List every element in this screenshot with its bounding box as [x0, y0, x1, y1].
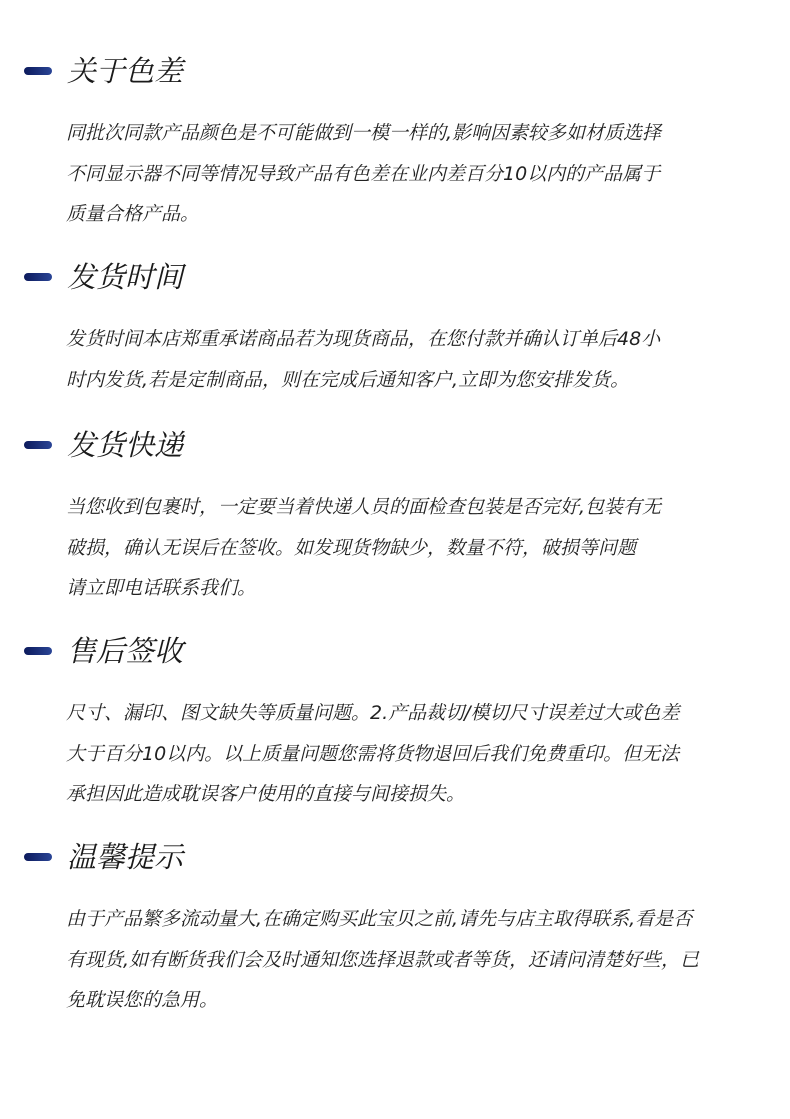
body-line: 破损，确认无误后在签收。如发现货物缺少，数量不符，破损等问题: [66, 536, 637, 559]
body-line: 发货时间本店郑重承诺商品若为现货商品，在您付款并确认订单后48小: [66, 328, 661, 350]
body-line: 尺寸、漏印、图文缺失等质量问题。2.产品裁切/模切尺寸误差过大或色差: [66, 702, 680, 724]
body-line: 质量合格产品。: [66, 203, 200, 225]
section-heading-row: [0, 258, 790, 298]
section-body: [66, 487, 756, 609]
body-line: 当您收到包裹时，一定要当着快递人员的面检查包装是否完好,包装有无: [66, 496, 662, 518]
body-line: 承担因此造成耽误客户使用的直接与间接损失。: [66, 783, 466, 805]
section-heading-row: [0, 426, 790, 466]
body-line: 同批次同款产品颜色是不可能做到一模一样的,影响因素较多如材质选择: [66, 122, 662, 144]
body-line: 免耽误您的急用。: [66, 989, 219, 1011]
accent-bar-icon: [24, 67, 52, 75]
accent-bar-icon: [24, 647, 52, 655]
section-heading-row: [0, 52, 790, 92]
section-body: [66, 899, 756, 1021]
section-body: [66, 113, 756, 235]
body-line: 不同显示器不同等情况导致产品有色差在业内差百分10以内的产品属于: [66, 162, 661, 185]
section-title: 温馨提示: [67, 840, 184, 874]
section-title: 售后签收: [67, 634, 184, 668]
body-line: 由于产品繁多流动量大,在确定购买此宝贝之前,请先与店主取得联系,看是否: [66, 908, 693, 930]
section-body: [66, 319, 756, 400]
body-line: 时内发货,若是定制商品，则在完成后通知客户,立即为您安排发货。: [66, 368, 630, 391]
body-line: 请立即电话联系我们。: [66, 577, 257, 599]
accent-bar-icon: [24, 853, 52, 861]
body-line: 有现货,如有断货我们会及时通知您选择退款或者等货，还请问清楚好些，已: [66, 948, 700, 971]
section-title: 发货时间: [67, 260, 184, 294]
section-heading-row: [0, 838, 790, 878]
section-title: 发货快递: [67, 428, 184, 462]
section-title: 关于色差: [67, 54, 184, 88]
section-heading-row: [0, 632, 790, 672]
body-line: 大于百分10以内。以上质量问题您需将货物退回后我们免费重印。但无法: [66, 742, 680, 765]
accent-bar-icon: [24, 441, 52, 449]
section-body: [66, 693, 756, 815]
accent-bar-icon: [24, 273, 52, 281]
